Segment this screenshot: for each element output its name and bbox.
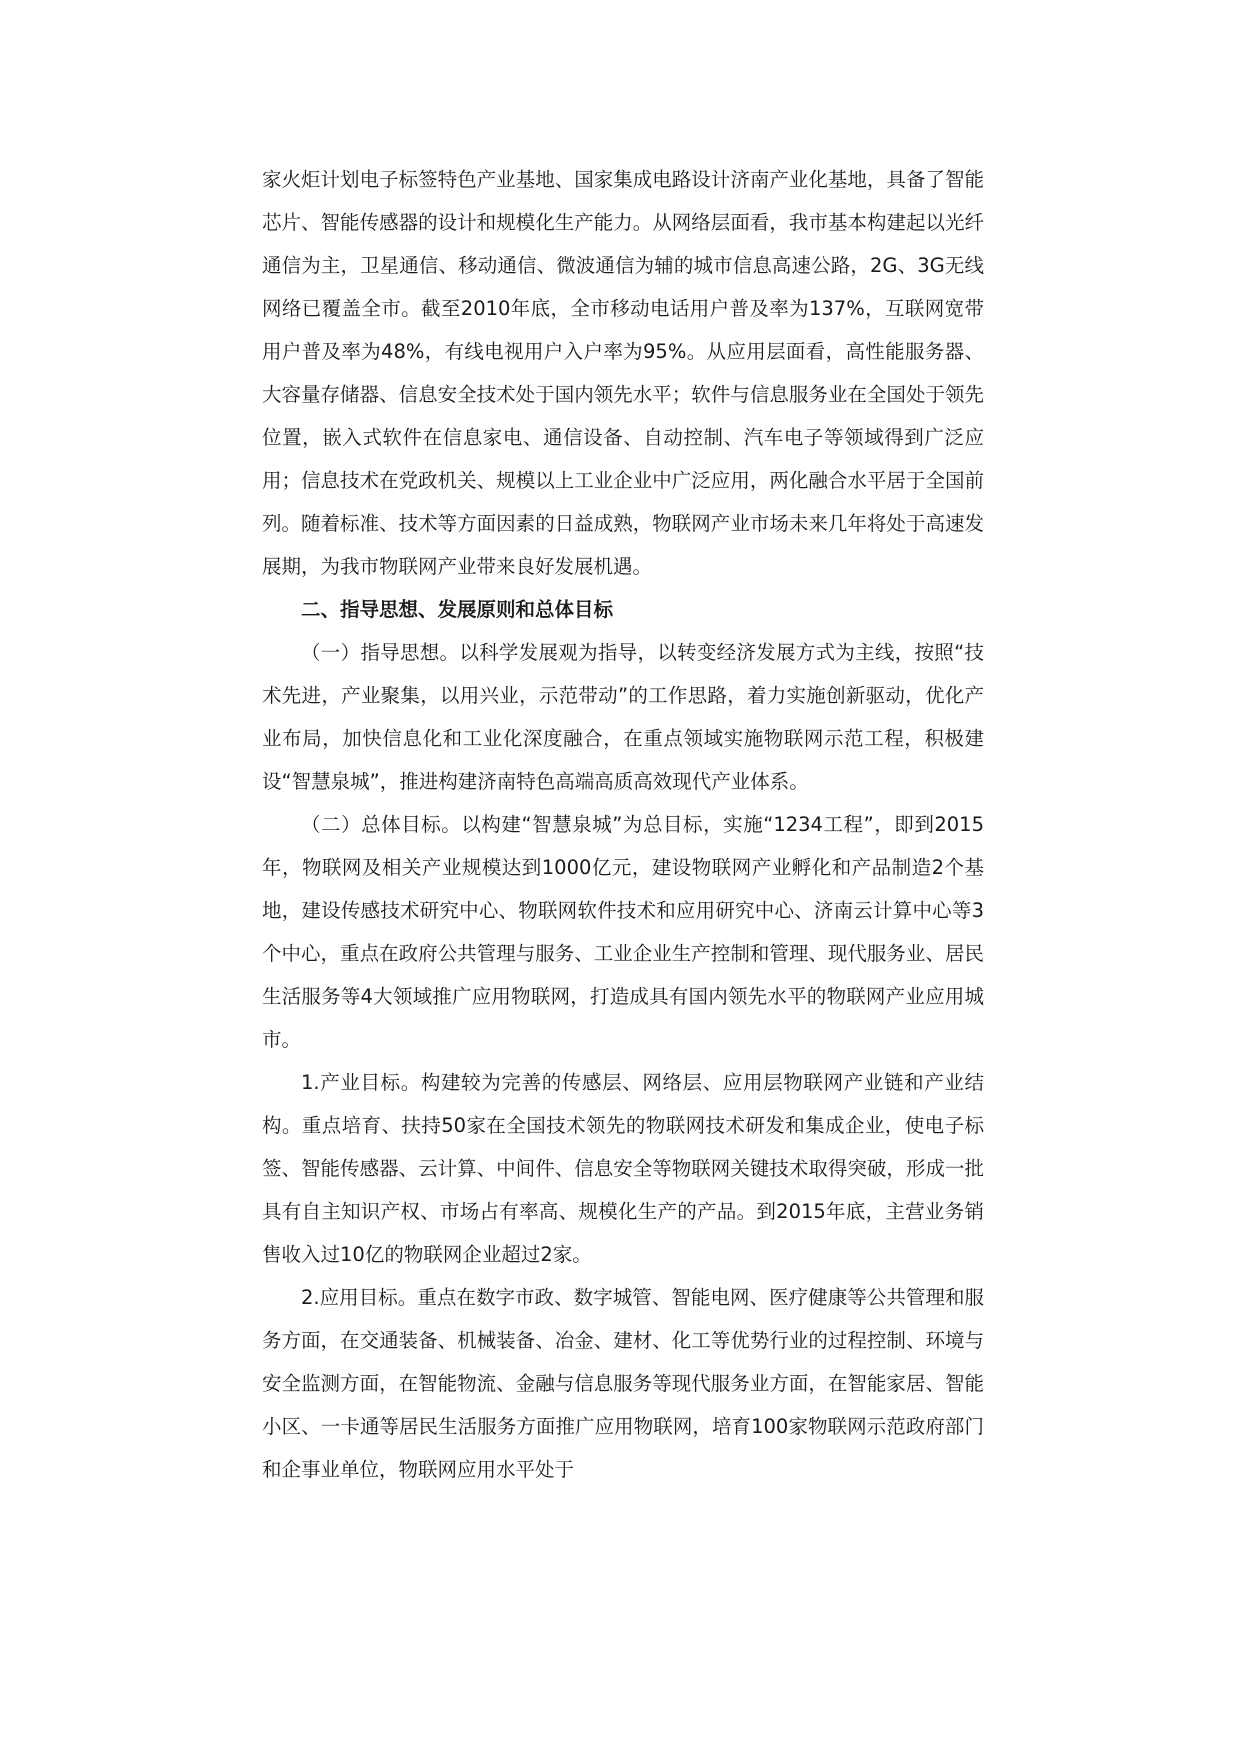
paragraph-guiding-ideology: （一）指导思想。以科学发展观为指导，以转变经济发展方式为主线，按照“技术先进，产业聚集，以用兴业，示范带动”的工作思路，着力实施创新驱动，优化产业布局，加快信息化和工业化深度融合，在重点领域实施物联网示范工程，积极建设“智慧泉城”，推进构建济南特色高端高质高效现代产业体系。 xyxy=(262,641,984,793)
paragraph-continuation: 家火炬计划电子标签特色产业基地、国家集成电路设计济南产业化基地，具备了智能芯片、智能传感器的设计和规模化生产能力。从网络层面看，我市基本构建起以光纤通信为主，卫星通信、移动通信、微波通信为辅的城市信息高速公路，2G、3G无线网络已覆盖全市。截至2010年底，全市移动电话用户普及率为137%，互联网宽带用户普及率为48%，有线电视用户入户率为95%。从应用层面看，高性能服务器、大容量存储器、信息安全技术处于国内领先水平；软件与信息服务业在全国处于领先位置，嵌入式软件在信息家电、通信设备、自动控制、汽车电子等领域得到广泛应用；信息技术在党政机关、规模以上工业企业中广泛应用，两化融合水平居于全国前列。随着标准、技术等方面因素的日益成熟，物联网产业市场未来几年将处于高速发展期，为我市物联网产业带来良好发展机遇。 xyxy=(262,168,984,578)
paragraph-overall-goal: （二）总体目标。以构建“智慧泉城”为总目标，实施“1234工程”，即到2015年，物联网及相关产业规模达到1000亿元，建设物联网产业孵化和产品制造2个基地，建设传感技术研究中心、物联网软件技术和应用研究中心、济南云计算中心等3个中心，重点在政府公共管理与服务、工业企业生产控制和管理、现代服务业、居民生活服务等4大领域推广应用物联网，打造成具有国内领先水平的物联网产业应用城市。 xyxy=(262,813,984,1051)
paragraph-industry-goal: 1.产业目标。构建较为完善的传感层、网络层、应用层物联网产业链和产业结构。重点培育、扶持50家在全国技术领先的物联网技术研发和集成企业，使电子标签、智能传感器、云计算、中间件、信息安全等物联网关键技术取得突破，形成一批具有自主知识产权、市场占有率高、规模化生产的产品。到2015年底，主营业务销售收入过10亿的物联网企业超过2家。 xyxy=(262,1071,984,1266)
paragraph-application-goal: 2.应用目标。重点在数字市政、数字城管、智能电网、医疗健康等公共管理和服务方面，在交通装备、机械装备、冶金、建材、化工等优势行业的过程控制、环境与安全监测方面，在智能物流、金融与信息服务等现代服务业方面，在智能家居、智能小区、一卡通等居民生活服务方面推广应用物联网，培育100家物联网示范政府部门和企事业单位，物联网应用水平处于 xyxy=(262,1286,984,1481)
body-text xyxy=(262,158,984,1491)
section-heading: 二、指导思想、发展原则和总体目标 xyxy=(301,598,614,621)
